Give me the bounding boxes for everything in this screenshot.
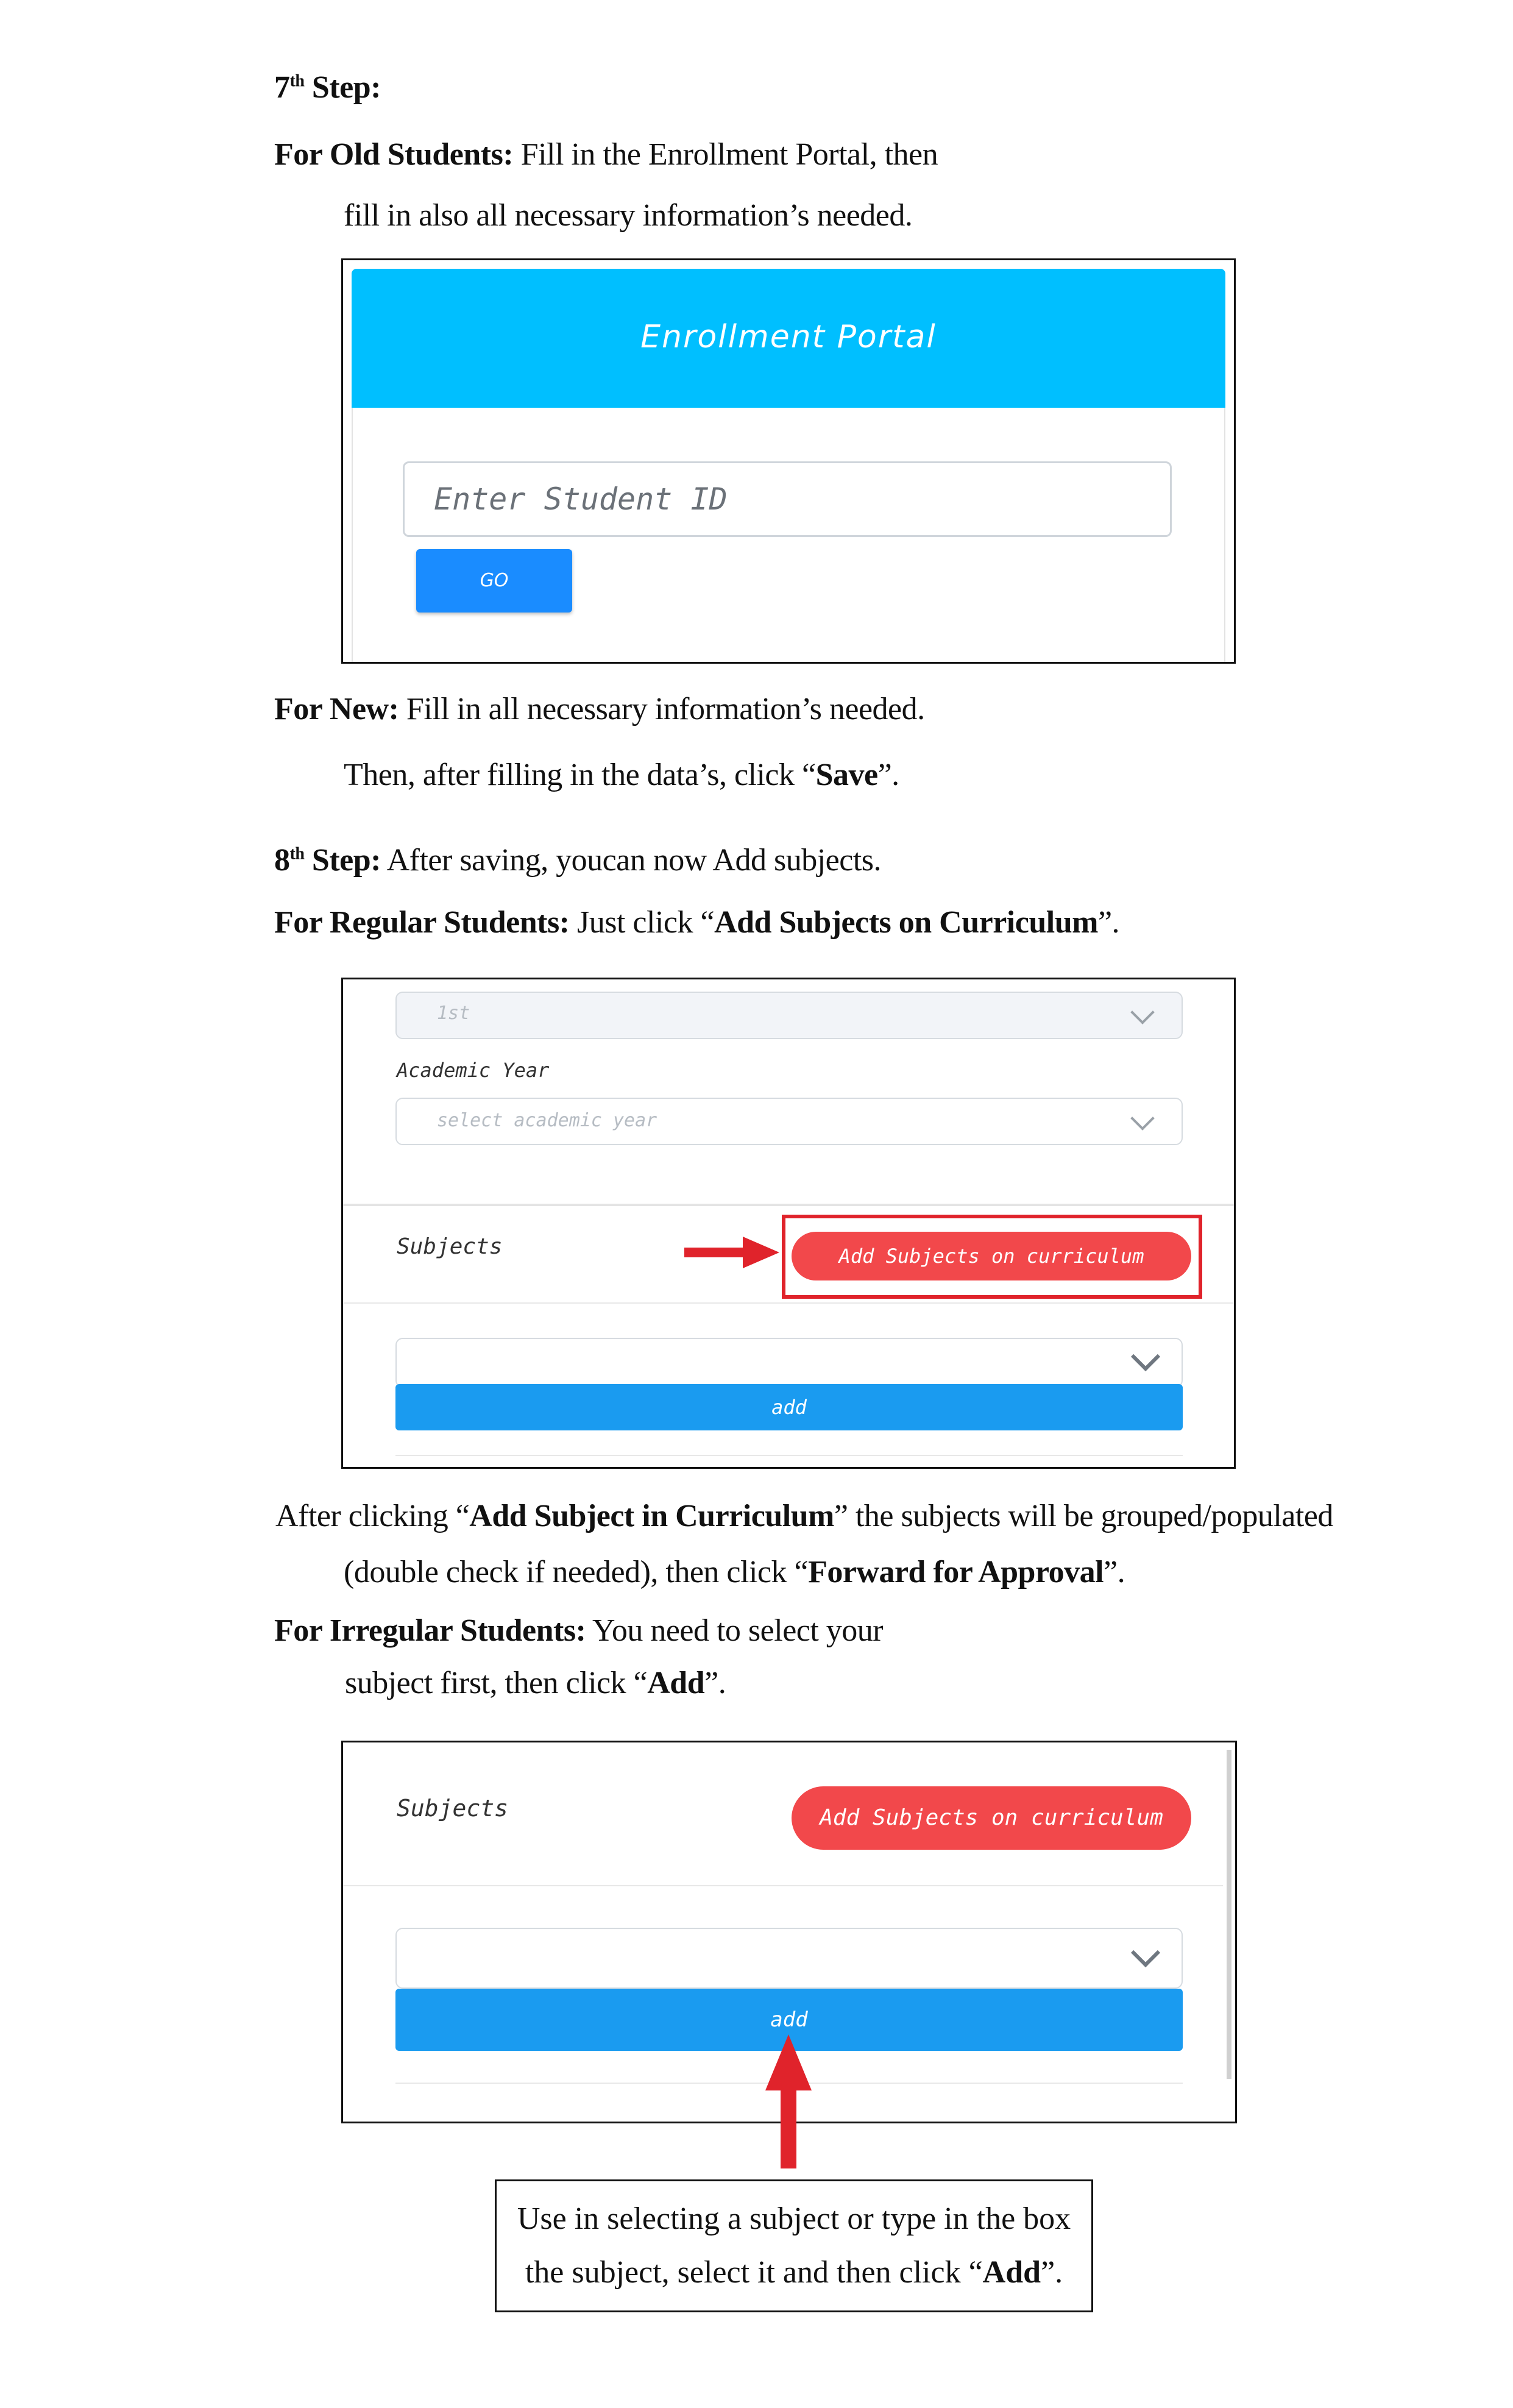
chevron-down-icon (1130, 1106, 1155, 1131)
note-line2-text: the subject, select it and then click “ (525, 2255, 983, 2290)
red-arrow-icon (684, 1234, 782, 1271)
note-line2 (497, 2246, 1091, 2300)
subject-select[interactable] (395, 1338, 1183, 1388)
regular-students-line (274, 903, 1119, 942)
old-students-line2: fill in also all necessary information’s needed. (344, 198, 913, 233)
step7-number: 7 (274, 70, 290, 105)
divider (343, 1885, 1223, 1886)
academic-year-select[interactable] (395, 1098, 1183, 1145)
semester-value: 1st (437, 1003, 470, 1024)
new-students-text: Fill in all necessary information’s needed. (399, 692, 925, 726)
red-arrow-up-icon (764, 2034, 813, 2168)
step8-number: 8 (274, 843, 290, 878)
after-clicking-line (275, 1497, 1333, 1536)
after-mid: ” the subjects will be grouped/populated (834, 1499, 1333, 1533)
divider (343, 1302, 1234, 1304)
then-click-save-line (344, 756, 899, 795)
then-end: ”. (877, 758, 899, 792)
academic-year-placeholder: select academic year (437, 1110, 657, 1131)
irregular-line2-text: subject first, then click “ (345, 1666, 648, 1700)
step8-text: After saving, youcan now Add subjects. (380, 843, 881, 878)
subjects-label: Subjects (397, 1795, 509, 1822)
irregular-students-label: For Irregular Students: (274, 1613, 586, 1648)
regular-bold: Add Subjects on Curriculum (714, 905, 1098, 940)
divider (343, 1204, 1234, 1206)
add-subjects-on-curriculum-button[interactable]: Add Subjects on curriculum (792, 1786, 1191, 1850)
subject-select[interactable] (395, 1928, 1183, 1989)
old-students-text: Fill in the Enrollment Portal, then (513, 137, 938, 172)
forward-text: (double check if needed), then click “ (344, 1555, 809, 1589)
step8-label: Step: (311, 843, 381, 878)
add-button[interactable]: add (395, 1989, 1183, 2051)
student-id-input[interactable] (403, 461, 1172, 537)
go-button[interactable]: GO (416, 549, 572, 613)
old-students-line (274, 135, 938, 174)
irregular-add-bold: Add (647, 1666, 705, 1700)
chevron-down-icon (1131, 1342, 1160, 1371)
forward-end: ”. (1104, 1555, 1125, 1589)
add-subjects-on-curriculum-button[interactable]: Add Subjects on curriculum (792, 1232, 1191, 1280)
new-students-line (274, 690, 925, 729)
regular-end: ”. (1097, 905, 1120, 940)
note-line1: Use in selecting a subject or type in the box (517, 2201, 1071, 2236)
note-add-bold: Add (982, 2255, 1041, 2290)
portal-header (352, 269, 1225, 408)
divider (395, 1455, 1183, 1456)
portal-title: Enrollment Portal (640, 319, 937, 355)
step8-ordinal: th (289, 844, 305, 864)
step7-ordinal: th (289, 71, 305, 91)
instruction-note-box (495, 2179, 1093, 2312)
step8-line (274, 841, 881, 880)
forward-approval-line (344, 1553, 1125, 1592)
step7-label: Step: (311, 70, 381, 105)
scrollbar[interactable] (1227, 1750, 1231, 2079)
add-button[interactable]: add (395, 1384, 1183, 1430)
irregular-line2-end: ”. (704, 1666, 726, 1700)
academic-year-label: Academic Year (397, 1059, 550, 1082)
after-bold: Add Subject in Curriculum (469, 1499, 834, 1533)
irregular-line2 (345, 1664, 726, 1703)
then-text: Then, after filling in the data’s, click “ (344, 758, 816, 792)
semester-select[interactable] (395, 992, 1183, 1039)
new-students-label: For New: (274, 692, 399, 726)
regular-students-label: For Regular Students: (274, 905, 570, 940)
after-text: After clicking “ (275, 1499, 470, 1533)
save-bold: Save (815, 758, 878, 792)
irregular-students-line (274, 1611, 883, 1650)
enrollment-portal-screenshot (341, 258, 1236, 664)
irregular-text: You need to select your (586, 1613, 884, 1648)
chevron-down-icon (1131, 1938, 1160, 1967)
forward-bold: Forward for Approval (808, 1555, 1104, 1589)
note-line2-end: ”. (1041, 2255, 1063, 2290)
old-students-label: For Old Students: (274, 137, 514, 172)
regular-text: Just click “ (569, 905, 715, 940)
chevron-down-icon (1130, 1000, 1155, 1025)
subjects-form-screenshot-1 (341, 978, 1236, 1469)
step7-heading (274, 68, 381, 107)
subjects-label: Subjects (397, 1234, 503, 1259)
